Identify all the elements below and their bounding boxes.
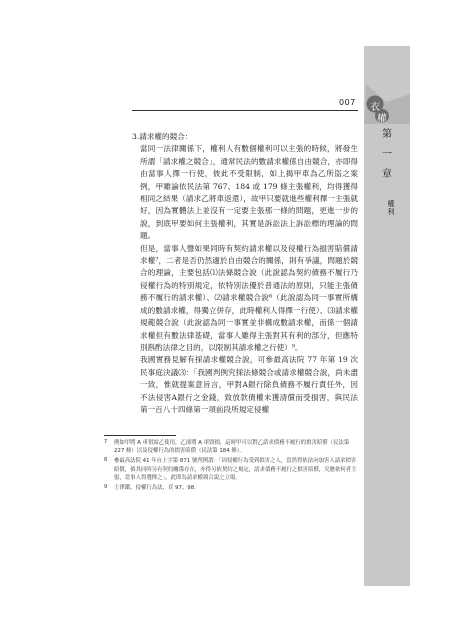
topic-label-char: 利	[387, 208, 395, 216]
footnote-number: 8	[104, 457, 108, 464]
chapter-label-char: 一	[382, 149, 392, 160]
main-content	[132, 131, 358, 416]
footnote-number: 9	[104, 484, 108, 491]
page-number: 007	[339, 98, 356, 107]
footnote	[104, 439, 360, 455]
footnote-rule	[104, 435, 176, 436]
chapter-label-char: 章	[382, 169, 392, 180]
chapter-side-tab	[364, 46, 410, 586]
footnote-text: 參最高法院 41 年台上字第 871 號判例謂：「因侵權行為受到損害之人，當然得依法向加害人請求損害賠償，倘其同時另有契約關係存在，亦得另依契約之規定，請求債務不履行之損害賠償，究應依何者主張，當事人得選擇之」，此即為請求權競合說之立場。	[114, 458, 357, 481]
chapter-seal-char-1: 衣	[370, 102, 380, 113]
chapter-seal-char-2: 權	[377, 114, 387, 125]
body-paragraph: 但是，當事人聲如果同時有契約請求權以及侵權行為損害賠償請求權⁷，二者是否仍然適於自由競合的關係，則有爭議，問題於競合的理論，主要包括⑴法條競合說（此說認為契約債務不履行乃侵權行為的特別規定，依特別法優於普通法的原則，只能主張債務不履行的請求權）、⑵請求權競合說⁸（此說認為同一事實所構成的數請求權，得獨立併存，此時權利人得擇一行使）、⑶請求權規範競合說（此說認為同一事實並非構成數請求權，而係一個請求權但有數法律基礎，當事人雖得主張對其有利的部分，但應特別斟酌法律之目的，以限制其請求權之行使）⁹。	[140, 243, 358, 352]
topic-label	[386, 200, 396, 216]
body-paragraph: 當同一法律關係下，權利人有數個權利可以主張的時候，將發生所謂「請求權之競合」，通常民法的數請求權係自由競合，亦即得由當事人擇一行使，彼此不受限制，如上揭甲車為乙所盜之案例，甲雖論依民法第 767、184 或 179 條主張權利，均得獲得相同之結果（請求乙將車返還），故甲只要就進些權利擇一主張就好，因為實體法上並沒有一定要主張那一條的問題，更進一步的說，到底甲要如何主張權利，其實是訴訟法上訴訟標的理論的問題。	[140, 144, 358, 241]
topic-label-char: 權	[387, 200, 395, 208]
footnote	[104, 484, 360, 492]
footnotes	[104, 439, 360, 494]
footnote	[104, 457, 360, 482]
footnote-text: 例如甲將 A 車借給乙使用，乙卻將 A 車毀損，這時甲可以對乙請求債務不履行的損害賠償（民法第 227 條）以及侵權行為的損害賠償（民法第 184 條）。	[114, 440, 350, 455]
chapter-label	[379, 128, 395, 182]
footnote-number: 7	[104, 439, 108, 445]
chapter-label-char: 第	[382, 129, 392, 140]
body-paragraph: 我國實務見解有採請求權競合說，可參最高法院 77 年第 19 次民事庭決議⑶：「我國判例究採法條競合或請求權競合說，尚未盡一致，惟就提案意旨言，甲對A銀行除負債務不履行責任外，因不法侵害A銀行之金錢，致放款債權未獲清償而受損害，與民法第一百八十四條第一項前段所規定侵權	[140, 355, 358, 414]
footnote-text: 王澤鑑，侵權行為法，頁 97、98。	[114, 485, 200, 492]
header-rule	[132, 110, 358, 111]
section-heading: 3.請求權的競合：	[132, 132, 193, 141]
